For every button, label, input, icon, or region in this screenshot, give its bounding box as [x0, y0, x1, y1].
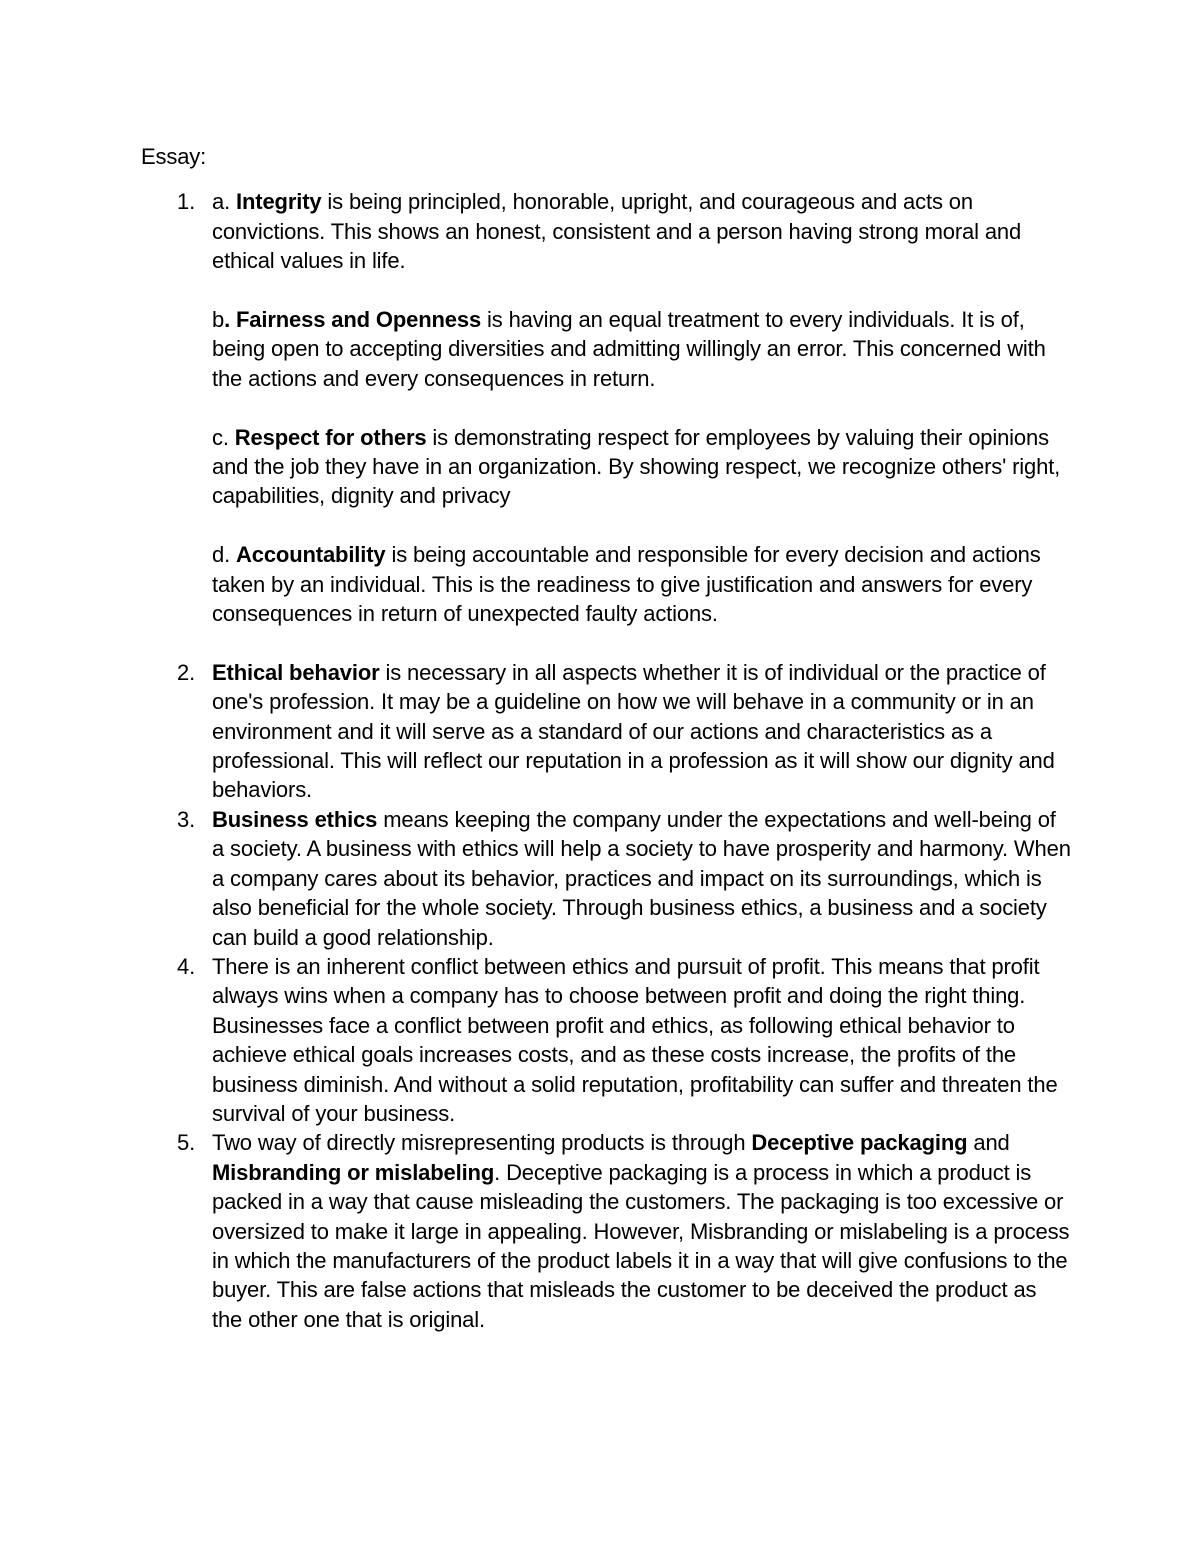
essay-item-2: [141, 658, 1071, 805]
sub-item-a: [212, 187, 1071, 275]
item-number: 4.: [177, 953, 196, 979]
sub-text: is having an equal treatment to every individuals. It is of, being open to accepting diversities and admitting willingly an error. This concerned with the actions and every consequences in return.: [212, 307, 1046, 391]
item-text: is necessary in all aspects whether it is of individual or the practice of one's profession. It may be a guideline on how we will behave in a community or in an environment and it will serve as a standard of our actions and characteristics as a professional. This will reflect our reputation in a profession as it will show our dignity and behaviors.: [212, 659, 1055, 803]
term-deceptive-packaging: Deceptive packaging: [751, 1130, 968, 1156]
sub-letter: c.: [212, 424, 235, 450]
sub-item-c: [212, 423, 1071, 511]
essay-item-4: [141, 952, 1071, 1128]
item-text: Two way of directly misrepresenting products is through: [212, 1130, 752, 1156]
term-business-ethics: Business ethics: [212, 806, 378, 832]
essay-item-1: [141, 187, 1071, 628]
item-number: 1.: [177, 189, 196, 215]
term-fairness-openness: . Fairness and Openness: [224, 307, 482, 333]
term-accountability: Accountability: [236, 542, 386, 568]
item-text: means keeping the company under the expectations and well-being of a society. A business with ethics will help a society to have prosperity and harmony. When a company cares about its behavior, practices and impact on its surroundings, which is also beneficial for the whole society. Through business ethics, a business and a society can build a good relationship.: [212, 806, 1071, 950]
term-integrity: Integrity: [236, 189, 322, 215]
essay-body: [141, 142, 1071, 1334]
item-text: . Deceptive packaging is a process in which a product is packed in a way that cause misleading the customers. The packaging is too excessive or oversized to make it large in appealing. However, Misbranding or mislabeling is a process in which the manufacturers of the product labels it in a way that will give confusions to the buyer. This are false actions that misleads the customer to be deceived the product as the other one that is original.: [212, 1159, 1070, 1332]
sub-item-d: [212, 540, 1071, 628]
sub-letter: d.: [212, 542, 237, 568]
item-number: 2.: [177, 659, 196, 685]
term-misbranding: Misbranding or mislabeling: [212, 1159, 495, 1185]
item-number: 3.: [177, 806, 196, 832]
item-text: and: [967, 1130, 1010, 1156]
sub-text: is demonstrating respect for employees by valuing their opinions and the job they have in an organization. By showing respect, we recognize others' right, capabilities, dignity and privacy: [212, 424, 1061, 509]
sub-letter: a.: [212, 189, 237, 215]
essay-item-3: [141, 805, 1071, 952]
term-respect: Respect for others: [234, 424, 427, 450]
sub-text: is being principled, honorable, upright, and courageous and acts on convictions. This shows an honest, consistent and a person having strong moral and ethical values in life.: [212, 189, 1022, 274]
essay-list: [141, 187, 1071, 1334]
essay-item-5: [141, 1128, 1071, 1334]
sub-item-b: [212, 305, 1071, 393]
sub-letter: b: [212, 307, 225, 333]
term-ethical-behavior: Ethical behavior: [212, 659, 380, 685]
item-number: 5.: [177, 1130, 196, 1156]
item-text: There is an inherent conflict between ethics and pursuit of profit. This means that profit always wins when a company has to choose between profit and doing the right thing. Businesses face a conflict between profit and ethics, as following ethical behavior to achieve ethical goals increases costs, and as these costs increase, the profits of the business diminish. And without a solid reputation, profitability can suffer and threaten the survival of your business.: [212, 953, 1058, 1126]
sub-text: is being accountable and responsible for every decision and actions taken by an individual. This is the readiness to give justification and answers for every consequences in return of unexpected faulty actions.: [212, 542, 1041, 627]
essay-heading: Essay:: [141, 144, 207, 169]
